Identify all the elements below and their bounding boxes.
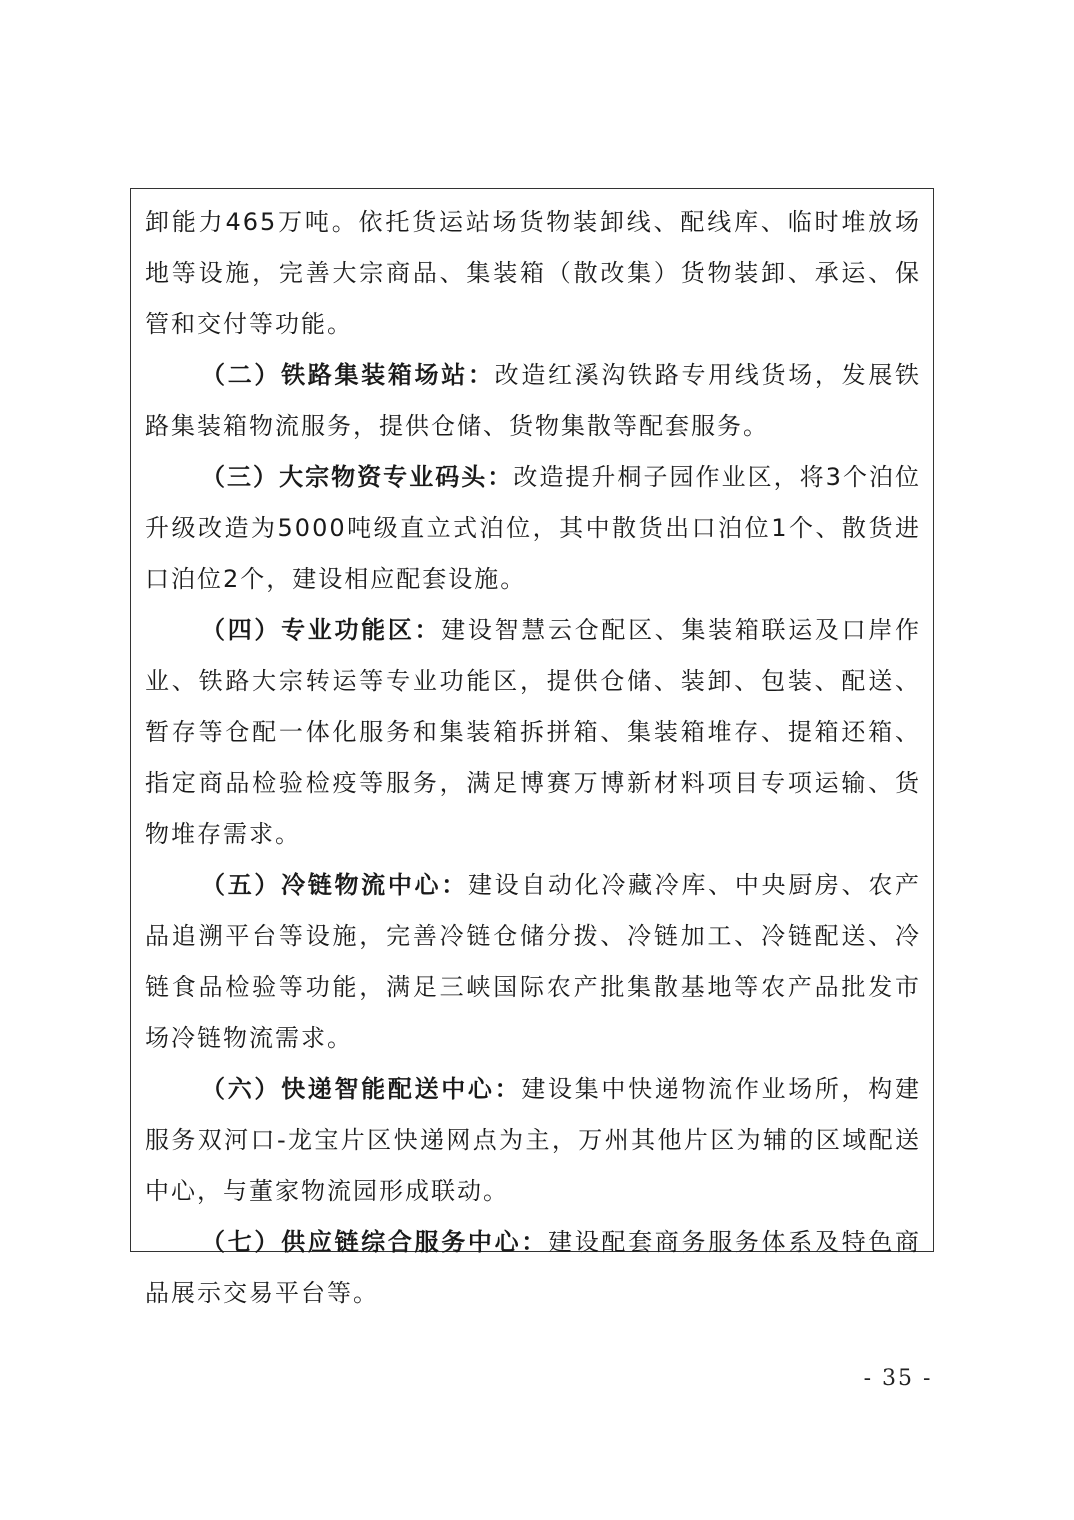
intro-paragraph: 卸能力465万吨。依托货运站场货物装卸线、配线库、临时堆放场地等设施，完善大宗商品、集装箱（散改集）货物装卸、承运、保管和交付等功能。 [145,208,921,338]
section-6-text: 建设集中快递物流作业场所，构建服务双河口-龙宝片区快递网点为主，万州其他片区为辅的区域配送中心，与董家物流园形成联动。 [145,1075,922,1205]
section-5-paragraph [145,860,921,1064]
section-5-text: 建设自动化冷藏冷库、中央厨房、农产品追溯平台等设施，完善冷链仓储分拨、冷链加工、冷链配送、冷链食品检验等功能，满足三峡国际农产批集散基地等农产品批发市场冷链物流需求。 [145,871,922,1052]
section-2-text: 改造红溪沟铁路专用线货场，发展铁路集装箱物流服务，提供仓储、货物集散等配套服务。 [145,361,922,440]
content-box [130,188,934,1307]
section-5-heading: （五）冷链物流中心： [201,871,468,899]
section-7-heading: （七）供应链综合服务中心： [201,1228,548,1256]
section-4-paragraph [145,605,921,860]
section-6-paragraph [145,1064,921,1217]
section-3-text: 改造提升桐子园作业区，将3个泊位升级改造为5000吨级直立式泊位，其中散货出口泊位1个、散货进口泊位2个，建设相应配套设施。 [145,463,921,593]
section-4-heading: （四）专业功能区： [201,616,442,644]
section-2-heading: （二）铁路集装箱场站： [201,361,495,389]
section-3-heading: （三）大宗物资专业码头： [201,463,514,491]
page-number: - 35 - [863,1366,933,1391]
section-4-text: 建设智慧云仓配区、集装箱联运及口岸作业、铁路大宗转运等专业功能区，提供仓储、装卸、包装、配送、暂存等仓配一体化服务和集装箱拆拼箱、集装箱堆存、提箱还箱、指定商品检验检疫等服务，满足博赛万博新材料项目专项运输、货物堆存需求。 [145,616,922,848]
section-7-text: 建设配套商务服务体系及特色商品展示交易平台等。 [145,1228,921,1307]
section-2-paragraph [145,350,921,452]
section-6-heading: （六）快递智能配送中心： [201,1075,522,1103]
section-3-paragraph [145,452,921,605]
section-7-paragraph [145,1217,921,1319]
